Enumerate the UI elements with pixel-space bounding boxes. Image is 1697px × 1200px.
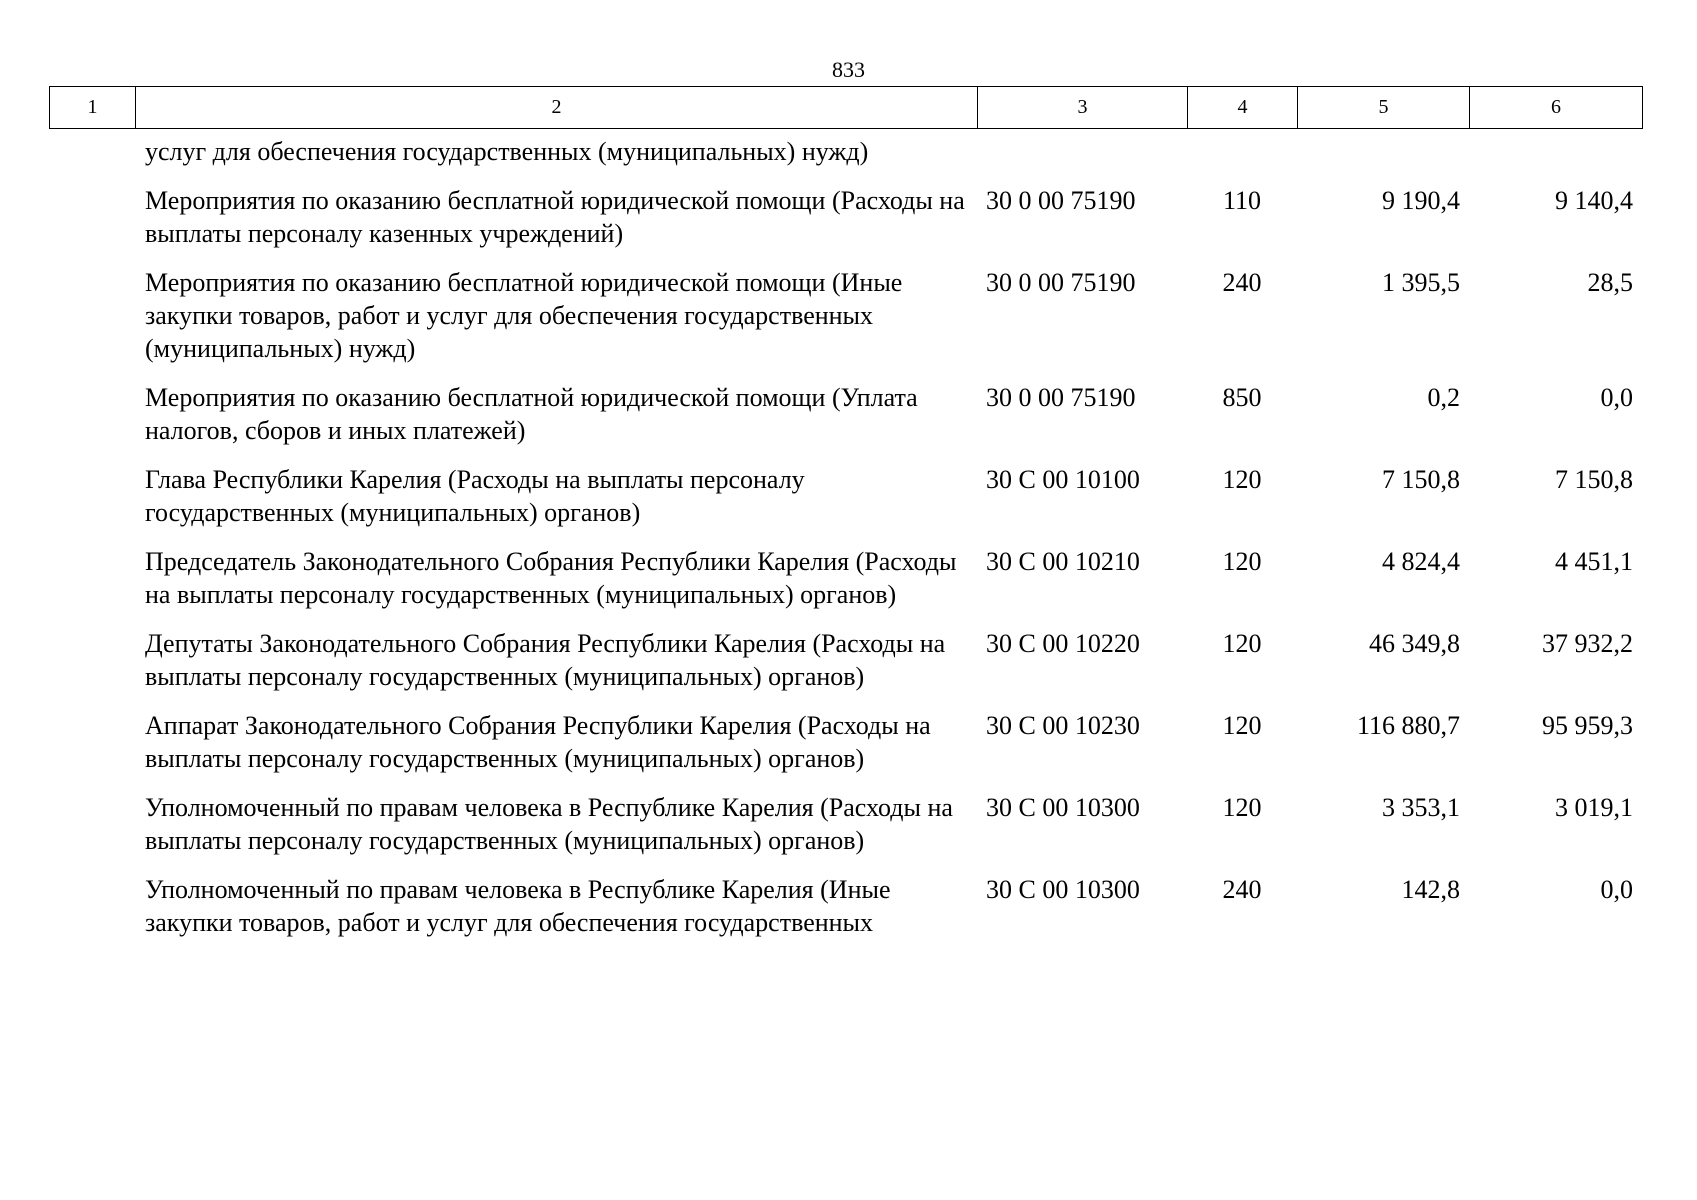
row-code: 30 0 00 75190: [986, 186, 1136, 215]
row-name: Уполномоченный по правам человека в Республике Карелия (Иные закупки товаров, работ и услуг для обеспечения государственных: [145, 875, 891, 937]
row-value-col5: 4 824,4: [1382, 547, 1460, 576]
row-name: Мероприятия по оказанию бесплатной юридической помощи (Иные закупки товаров, работ и услуг для обеспечения государственных (муниципальных) нужд): [145, 268, 903, 363]
row-code: 30 С 00 10220: [986, 629, 1140, 658]
row-expense-type: 120: [1222, 629, 1262, 658]
row-expense-type: 120: [1222, 465, 1262, 494]
table-row: [49, 627, 1642, 709]
row-code: 30 С 00 10300: [986, 793, 1140, 822]
row-code: 30 0 00 75190: [986, 383, 1136, 412]
column-header-1: 1: [50, 87, 136, 129]
column-header-row: [50, 87, 1643, 129]
row-expense-type: 120: [1222, 793, 1262, 822]
row-value-col6: 37 932,2: [1542, 629, 1633, 658]
row-value-col6: 28,5: [1587, 268, 1633, 297]
table-row: [49, 381, 1642, 463]
row-value-col5: 7 150,8: [1382, 465, 1460, 494]
row-expense-type: 850: [1222, 383, 1262, 412]
row-name: Председатель Законодательного Собрания Республики Карелия (Расходы на выплаты персоналу государственных (муниципальных) органов): [145, 547, 957, 609]
row-value-col5: 9 190,4: [1382, 186, 1460, 215]
table-row: [49, 463, 1642, 545]
table-row-continuation: [49, 135, 1642, 184]
table-row: [49, 266, 1642, 381]
row-value-col6: 95 959,3: [1542, 711, 1633, 740]
table-row: [49, 184, 1642, 266]
row-code: 30 С 00 10230: [986, 711, 1140, 740]
row-name: Депутаты Законодательного Собрания Республики Карелия (Расходы на выплаты персоналу государственных (муниципальных) органов): [145, 629, 946, 691]
column-header-2: 2: [136, 87, 978, 129]
budget-table-body: [49, 135, 1642, 955]
column-header-5: 5: [1298, 87, 1470, 129]
table-row: [49, 545, 1642, 627]
column-header-6: 6: [1470, 87, 1643, 129]
row-value-col6: 9 140,4: [1555, 186, 1633, 215]
row-value-col5: 0,2: [1427, 383, 1460, 412]
table-row: [49, 791, 1642, 873]
row-value-col6: 0,0: [1600, 875, 1633, 904]
row-code: 30 С 00 10210: [986, 547, 1140, 576]
row-code: 30 С 00 10100: [986, 465, 1140, 494]
continuation-text: услуг для обеспечения государственных (муниципальных) нужд): [145, 137, 869, 166]
page-number: 833: [832, 57, 865, 82]
row-value-col5: 46 349,8: [1369, 629, 1460, 658]
row-code: 30 0 00 75190: [986, 268, 1136, 297]
row-name: Уполномоченный по правам человека в Республике Карелия (Расходы на выплаты персоналу государственных (муниципальных) органов): [145, 793, 953, 855]
row-name: Мероприятия по оказанию бесплатной юридической помощи (Уплата налогов, сборов и иных платежей): [145, 383, 918, 445]
row-name: Мероприятия по оказанию бесплатной юридической помощи (Расходы на выплаты персоналу казенных учреждений): [145, 186, 965, 248]
column-header-4: 4: [1188, 87, 1298, 129]
row-value-col5: 142,8: [1401, 875, 1460, 904]
row-value-col5: 3 353,1: [1382, 793, 1460, 822]
row-value-col5: 116 880,7: [1356, 711, 1460, 740]
row-value-col6: 0,0: [1600, 383, 1633, 412]
row-expense-type: 240: [1222, 268, 1262, 297]
row-code: 30 С 00 10300: [986, 875, 1140, 904]
table-row: [49, 873, 1642, 955]
column-header-table: [49, 86, 1643, 129]
row-expense-type: 110: [1222, 186, 1262, 215]
column-header-3: 3: [978, 87, 1188, 129]
table-row: [49, 709, 1642, 791]
row-expense-type: 120: [1222, 547, 1262, 576]
row-value-col6: 7 150,8: [1555, 465, 1633, 494]
row-expense-type: 120: [1222, 711, 1262, 740]
row-value-col6: 3 019,1: [1555, 793, 1633, 822]
row-expense-type: 240: [1222, 875, 1262, 904]
row-name: Глава Республики Карелия (Расходы на выплаты персоналу государственных (муниципальных) органов): [145, 465, 805, 527]
row-name: Аппарат Законодательного Собрания Республики Карелия (Расходы на выплаты персоналу государственных (муниципальных) органов): [145, 711, 931, 773]
row-value-col6: 4 451,1: [1555, 547, 1633, 576]
row-value-col5: 1 395,5: [1382, 268, 1460, 297]
